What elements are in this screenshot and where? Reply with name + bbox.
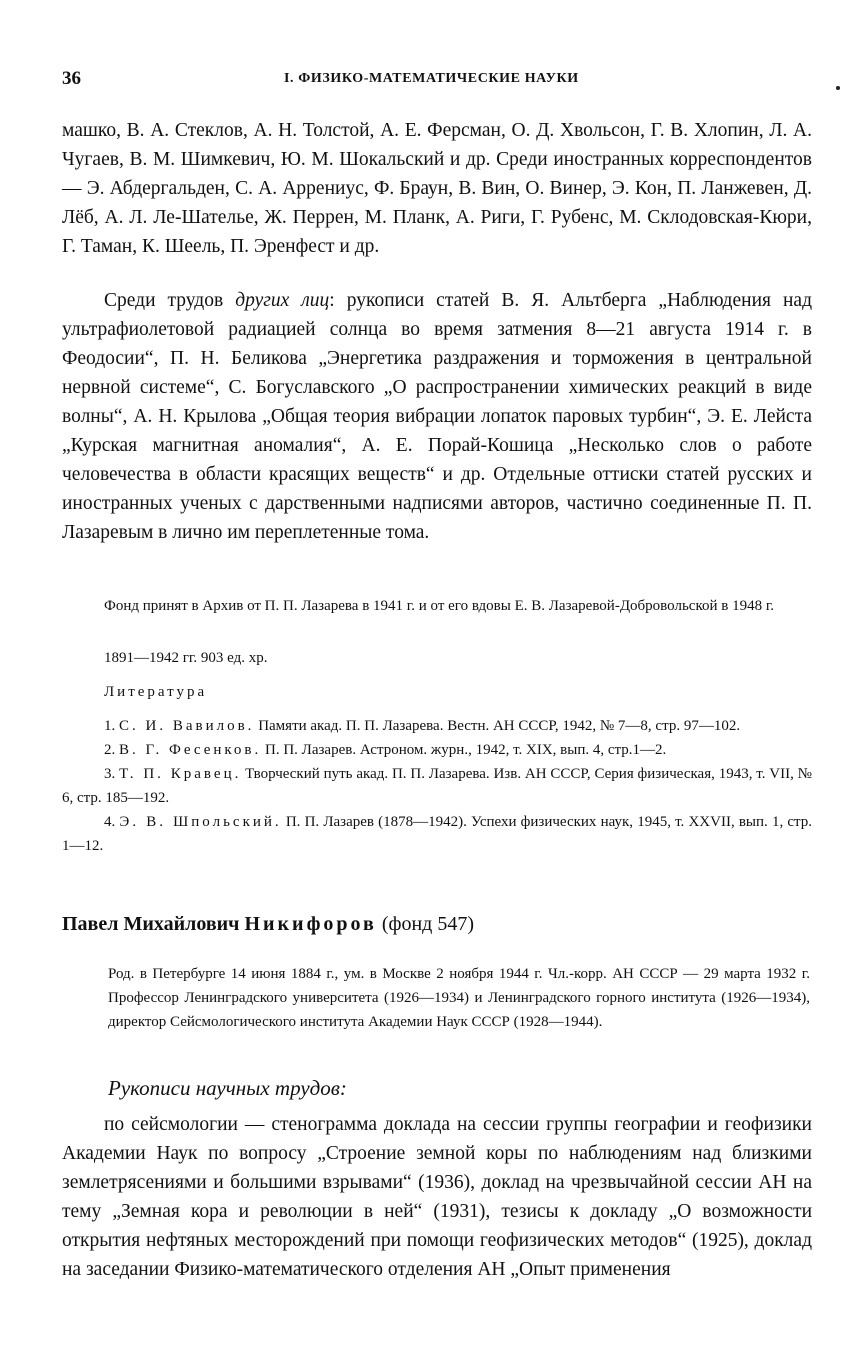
- margin-dot: [836, 86, 840, 90]
- literature-heading: Литература: [104, 684, 208, 700]
- manuscripts-heading-block: [108, 1076, 808, 1101]
- page-number: 36: [62, 68, 81, 89]
- other-works-paragraph: [62, 286, 812, 547]
- manuscripts-text: по сейсмологии — стенограмма доклада на сессии группы географии и геофизики Академии Наук по вопросу „Строение земной коры по наблюдениям над близкими землетрясениями и большими взрывами“ (1936), доклад на чрезвычайной сессии АН на тему „Земная кора и революции в ней“ (1931), тезисы к докладу „О возможности открытия нефтяных месторождений при помощи геофизических методов“ (1925), доклад на заседании Физико-математического отделения АН „Опыт применения: [62, 1114, 812, 1280]
- literature-author: Т. П. Кравец.: [119, 766, 242, 782]
- manuscripts-heading: Рукописи научных трудов:: [108, 1076, 347, 1100]
- fund-range: 1891—1942 гг. 903 ед. хр.: [104, 650, 268, 666]
- literature-item: [62, 810, 812, 858]
- page-header: [62, 68, 814, 94]
- intro-block: [62, 116, 812, 261]
- literature-item: [62, 762, 812, 810]
- literature-text: П. П. Лазарев (1878—1942). Успехи физических наук, 1945, т. XXVII, вып. 1, стр. 1—12.: [62, 814, 813, 854]
- literature-author: С. И. Вавилов.: [119, 718, 255, 734]
- person-bio: Род. в Петербурге 14 июня 1884 г., ум. в Москве 2 ноября 1944 г. Чл.-корр. АН СССР — 29 марта 1932 г. Профессор Ленинградского университета (1926—1934) и Ленинградского горного института (1926—1934), директор Сейсмологического института Академии Наук СССР (1928—1944).: [108, 966, 810, 1030]
- person-heading-block: [62, 910, 812, 938]
- literature-author: В. Г. Фесенков.: [119, 742, 262, 758]
- person-fund: (фонд 547): [381, 913, 475, 935]
- literature-num: 3.: [104, 766, 120, 782]
- literature-item: [62, 714, 812, 738]
- literature-text: Творческий путь акад. П. П. Лазарева. Изв. АН СССР, Серия физическая, 1943, т. VII, № 6, стр. 185—192.: [62, 766, 812, 806]
- literature-author: Э. В. Шпольский.: [119, 814, 282, 830]
- fund-note-block: [62, 594, 812, 618]
- literature-item: [62, 738, 812, 762]
- other-works-emphasis: других лиц: [235, 290, 330, 311]
- person-heading: [62, 910, 812, 938]
- person-surname: Никифоров: [244, 913, 377, 935]
- literature-text: П. П. Лазарев. Астроном. журн., 1942, т. XIX, вып. 4, стр.1—2.: [261, 742, 667, 758]
- literature-num: 2.: [104, 742, 119, 758]
- other-works-lead: Среди трудов: [104, 290, 236, 311]
- other-works-text: : рукописи статей В. Я. Альтберга „Наблюдения над ультрафиолетовой радиацией солнца во время затмения 8—21 августа 1914 г. в Феодосии“, П. Н. Беликова „Энергетика раздражения и торможения в центральной нервной системе“, С. Богуславского „О распространении химических реакций в виде волны“, А. Н. Крылова „Общая теория вибрации лопаток паровых турбин“, Э. Е. Лейста „Курская магнитная аномалия“, А. Е. Порай-Кошица „Несколько слов о работе человечества в области красящих веществ“ и др. Отдельные оттиски статей русских и иностранных ученых с дарственными надписями авторов, частично соединенные П. П. Лазаревым в лично им переплетенные тома.: [62, 290, 813, 543]
- person-bio-block: [108, 962, 810, 1034]
- literature-num: 1.: [104, 718, 119, 734]
- fund-note: Фонд принят в Архив от П. П. Лазарева в 1941 г. и от его вдовы Е. В. Лазаревой-Добровольской в 1948 г.: [104, 598, 775, 614]
- running-head: I. ФИЗИКО-МАТЕМАТИЧЕСКИЕ НАУКИ: [284, 71, 579, 86]
- literature-block: [62, 714, 812, 858]
- manuscripts-block: [62, 1110, 812, 1284]
- literature-list: [62, 714, 812, 858]
- fund-range-block: [62, 646, 812, 670]
- literature-num: 4.: [104, 814, 120, 830]
- literature-text: Памяти акад. П. П. Лазарева. Вестн. АН СССР, 1942, № 7—8, стр. 97—102.: [254, 718, 741, 734]
- literature-heading-block: [62, 680, 812, 704]
- intro-paragraph: машко, В. А. Стеклов, А. Н. Толстой, А. Е. Ферсман, О. Д. Хвольсон, Г. В. Хлопин, Л. А. Чугаев, В. М. Шимкевич, Ю. М. Шокальский и др. Среди иностранных корреспондентов — Э. Абдергальден, С. А. Аррениус, Ф. Браун, В. Вин, О. Винер, Э. Кон, П. Ланжевен, Д. Лёб, А. Л. Ле-Шателье, Ж. Перрен, М. Планк, А. Риги, Г. Рубенс, М. Склодовская-Кюри, Г. Таман, К. Шеель, П. Эренфест и др.: [62, 120, 812, 257]
- person-first-names: Павел Михайлович: [62, 913, 240, 935]
- other-works-block: [62, 286, 812, 547]
